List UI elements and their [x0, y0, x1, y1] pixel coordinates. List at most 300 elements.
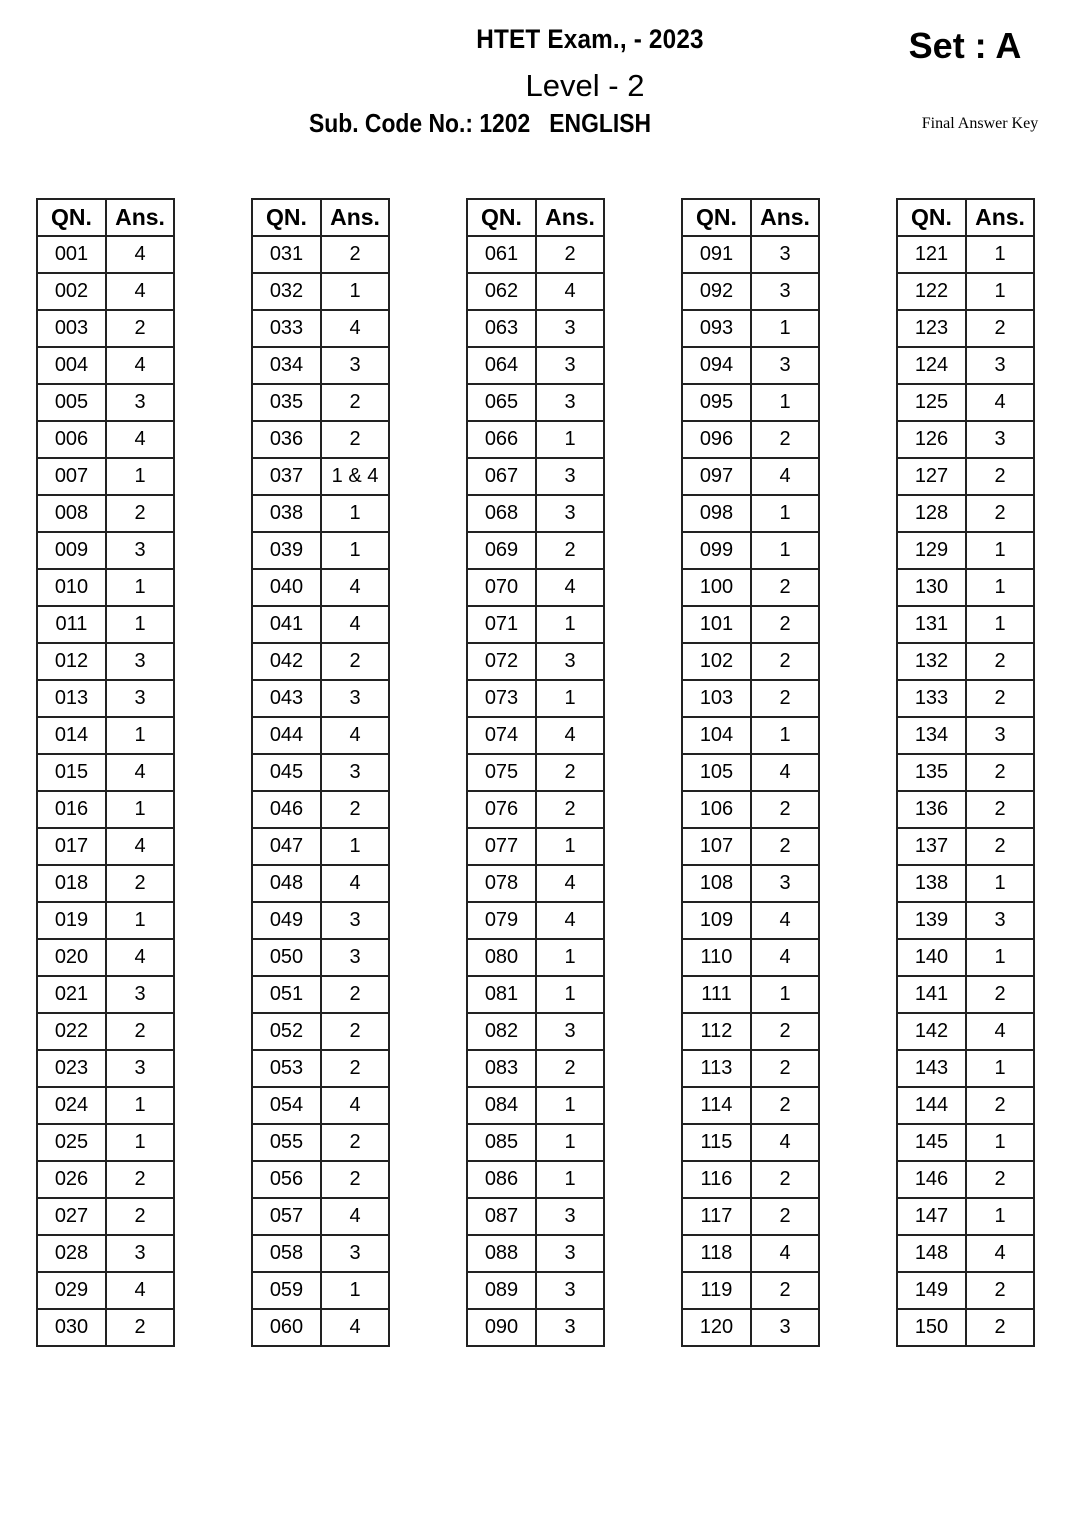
table-row [897, 458, 1034, 495]
question-number: 078 [467, 865, 536, 902]
table-row [37, 1161, 174, 1198]
table-row [682, 865, 819, 902]
answer-value: 4 [321, 606, 389, 643]
question-number: 009 [37, 532, 106, 569]
answer-value: 4 [751, 939, 819, 976]
table-row [467, 939, 604, 976]
table-row [682, 236, 819, 273]
question-number: 081 [467, 976, 536, 1013]
question-number: 099 [682, 532, 751, 569]
question-number: 010 [37, 569, 106, 606]
question-number: 001 [37, 236, 106, 273]
answer-value: 3 [536, 643, 604, 680]
question-number: 024 [37, 1087, 106, 1124]
question-number: 118 [682, 1235, 751, 1272]
answer-value: 1 [536, 1124, 604, 1161]
table-row [252, 828, 389, 865]
table-row [37, 236, 174, 273]
answer-value: 2 [966, 680, 1034, 717]
table-row [467, 1050, 604, 1087]
table-row [897, 680, 1034, 717]
question-number: 113 [682, 1050, 751, 1087]
table-row [37, 791, 174, 828]
table-row [682, 1087, 819, 1124]
table-row [682, 1050, 819, 1087]
answer-value: 4 [751, 458, 819, 495]
table-row [252, 236, 389, 273]
table-row [37, 1198, 174, 1235]
question-number: 092 [682, 273, 751, 310]
answer-value: 4 [106, 236, 174, 273]
answer-value: 2 [106, 1013, 174, 1050]
question-number: 106 [682, 791, 751, 828]
table-row [467, 717, 604, 754]
table-row [252, 606, 389, 643]
question-number: 063 [467, 310, 536, 347]
question-number: 145 [897, 1124, 966, 1161]
table-row [467, 865, 604, 902]
table-row [682, 310, 819, 347]
question-number: 128 [897, 495, 966, 532]
table-row [897, 236, 1034, 273]
question-number: 065 [467, 384, 536, 421]
answer-value: 3 [321, 754, 389, 791]
question-number: 047 [252, 828, 321, 865]
table-row [252, 643, 389, 680]
question-number: 021 [37, 976, 106, 1013]
answer-value: 4 [321, 865, 389, 902]
table-row [37, 1087, 174, 1124]
table-row [897, 717, 1034, 754]
table-row [252, 1198, 389, 1235]
answer-value: 2 [106, 310, 174, 347]
subject-code: Sub. Code No.: 1202 ENGLISH [309, 108, 651, 138]
table-row [252, 1050, 389, 1087]
question-number: 055 [252, 1124, 321, 1161]
answer-value: 4 [106, 939, 174, 976]
question-number: 042 [252, 643, 321, 680]
question-number: 093 [682, 310, 751, 347]
question-number: 008 [37, 495, 106, 532]
answer-value: 3 [751, 236, 819, 273]
table-row [252, 976, 389, 1013]
question-number: 052 [252, 1013, 321, 1050]
answer-value: 2 [321, 384, 389, 421]
question-number: 057 [252, 1198, 321, 1235]
table-row [897, 1235, 1034, 1272]
question-number: 080 [467, 939, 536, 976]
table-row [682, 754, 819, 791]
question-number: 037 [252, 458, 321, 495]
answer-value: 4 [321, 1087, 389, 1124]
table-row [682, 976, 819, 1013]
question-number: 101 [682, 606, 751, 643]
question-number: 013 [37, 680, 106, 717]
ans-header: Ans. [106, 199, 174, 236]
question-number: 108 [682, 865, 751, 902]
table-row [682, 643, 819, 680]
question-number: 146 [897, 1161, 966, 1198]
answer-value: 1 [106, 902, 174, 939]
table-row [252, 1161, 389, 1198]
table-row [252, 310, 389, 347]
answer-value: 1 [106, 606, 174, 643]
answer-value: 1 [536, 976, 604, 1013]
table-row [467, 569, 604, 606]
answer-value: 2 [536, 1050, 604, 1087]
answer-value: 3 [536, 347, 604, 384]
question-number: 005 [37, 384, 106, 421]
answer-value: 2 [966, 828, 1034, 865]
question-number: 033 [252, 310, 321, 347]
answer-value: 3 [321, 902, 389, 939]
question-number: 130 [897, 569, 966, 606]
answer-value: 4 [751, 754, 819, 791]
question-number: 062 [467, 273, 536, 310]
question-number: 105 [682, 754, 751, 791]
table-row [467, 236, 604, 273]
question-number: 011 [37, 606, 106, 643]
question-number: 051 [252, 976, 321, 1013]
table-row [37, 754, 174, 791]
table-row [467, 1161, 604, 1198]
answer-value: 2 [751, 643, 819, 680]
question-number: 123 [897, 310, 966, 347]
question-number: 125 [897, 384, 966, 421]
question-number: 137 [897, 828, 966, 865]
question-number: 012 [37, 643, 106, 680]
table-row [467, 1124, 604, 1161]
question-number: 043 [252, 680, 321, 717]
answer-table [896, 198, 1035, 1347]
question-number: 094 [682, 347, 751, 384]
table-row [37, 828, 174, 865]
answer-value: 4 [106, 347, 174, 384]
answer-value: 3 [536, 1013, 604, 1050]
question-number: 110 [682, 939, 751, 976]
question-number: 072 [467, 643, 536, 680]
answer-value: 2 [966, 310, 1034, 347]
ans-header: Ans. [966, 199, 1034, 236]
answer-value: 3 [751, 347, 819, 384]
table-row [37, 273, 174, 310]
answer-value: 2 [751, 569, 819, 606]
question-number: 131 [897, 606, 966, 643]
answer-value: 1 [106, 791, 174, 828]
question-number: 028 [37, 1235, 106, 1272]
table-row [682, 495, 819, 532]
answer-value: 1 [536, 1161, 604, 1198]
table-row [37, 1309, 174, 1346]
answer-value: 2 [321, 976, 389, 1013]
question-number: 141 [897, 976, 966, 1013]
table-row [37, 606, 174, 643]
question-number: 082 [467, 1013, 536, 1050]
table-row [897, 1124, 1034, 1161]
question-number: 026 [37, 1161, 106, 1198]
question-number: 031 [252, 236, 321, 273]
table-header-row [682, 199, 819, 236]
table-row [682, 458, 819, 495]
table-row [467, 1272, 604, 1309]
answer-value: 3 [536, 1272, 604, 1309]
question-number: 088 [467, 1235, 536, 1272]
answer-value: 3 [321, 939, 389, 976]
question-number: 044 [252, 717, 321, 754]
answer-key-tables [0, 198, 1074, 1408]
question-number: 007 [37, 458, 106, 495]
table-row [252, 1309, 389, 1346]
answer-value: 2 [321, 791, 389, 828]
table-row [682, 347, 819, 384]
table-row [37, 347, 174, 384]
table-row [897, 273, 1034, 310]
table-header-row [897, 199, 1034, 236]
answer-value: 2 [106, 1161, 174, 1198]
question-number: 041 [252, 606, 321, 643]
table-row [467, 902, 604, 939]
question-number: 089 [467, 1272, 536, 1309]
answer-value: 2 [536, 791, 604, 828]
table-row [682, 828, 819, 865]
answer-value: 2 [966, 1309, 1034, 1346]
answer-value: 1 [751, 310, 819, 347]
question-number: 144 [897, 1087, 966, 1124]
question-number: 015 [37, 754, 106, 791]
question-number: 086 [467, 1161, 536, 1198]
table-row [37, 680, 174, 717]
question-number: 068 [467, 495, 536, 532]
answer-table [251, 198, 390, 1347]
question-number: 134 [897, 717, 966, 754]
table-row [897, 828, 1034, 865]
question-number: 071 [467, 606, 536, 643]
answer-value: 3 [321, 1235, 389, 1272]
question-number: 135 [897, 754, 966, 791]
answer-value: 3 [106, 384, 174, 421]
answer-value: 2 [966, 791, 1034, 828]
answer-value: 3 [536, 384, 604, 421]
table-row [37, 1050, 174, 1087]
table-row [682, 1161, 819, 1198]
answer-value: 3 [751, 273, 819, 310]
question-number: 060 [252, 1309, 321, 1346]
table-row [467, 1013, 604, 1050]
answer-value: 2 [321, 421, 389, 458]
question-number: 045 [252, 754, 321, 791]
question-number: 061 [467, 236, 536, 273]
table-row [37, 495, 174, 532]
question-number: 022 [37, 1013, 106, 1050]
table-row [252, 1013, 389, 1050]
question-number: 073 [467, 680, 536, 717]
answer-value: 1 [321, 1272, 389, 1309]
table-row [897, 384, 1034, 421]
table-row [467, 458, 604, 495]
table-row [37, 717, 174, 754]
answer-value: 3 [966, 717, 1034, 754]
answer-value: 2 [106, 495, 174, 532]
answer-value: 3 [321, 347, 389, 384]
question-number: 050 [252, 939, 321, 976]
answer-value: 3 [966, 347, 1034, 384]
table-header-row [467, 199, 604, 236]
question-number: 066 [467, 421, 536, 458]
answer-value: 2 [751, 1161, 819, 1198]
question-number: 085 [467, 1124, 536, 1161]
answer-value: 2 [536, 754, 604, 791]
table-row [897, 495, 1034, 532]
table-row [37, 310, 174, 347]
question-number: 150 [897, 1309, 966, 1346]
answer-value: 1 [751, 532, 819, 569]
question-number: 056 [252, 1161, 321, 1198]
table-row [897, 1161, 1034, 1198]
answer-value: 2 [751, 1198, 819, 1235]
answer-value: 1 [536, 1087, 604, 1124]
table-row [682, 791, 819, 828]
table-row [252, 384, 389, 421]
table-row [897, 532, 1034, 569]
answer-value: 3 [751, 865, 819, 902]
table-row [682, 273, 819, 310]
table-row [897, 976, 1034, 1013]
qn-header: QN. [252, 199, 321, 236]
answer-value: 2 [966, 976, 1034, 1013]
answer-value: 4 [106, 828, 174, 865]
question-number: 064 [467, 347, 536, 384]
question-number: 147 [897, 1198, 966, 1235]
table-row [467, 273, 604, 310]
question-number: 003 [37, 310, 106, 347]
table-row [682, 1198, 819, 1235]
answer-value: 2 [106, 1309, 174, 1346]
answer-value: 4 [106, 273, 174, 310]
answer-value: 3 [536, 1235, 604, 1272]
table-row [252, 1235, 389, 1272]
question-number: 103 [682, 680, 751, 717]
question-number: 116 [682, 1161, 751, 1198]
question-number: 122 [897, 273, 966, 310]
table-row [467, 532, 604, 569]
question-number: 016 [37, 791, 106, 828]
table-row [467, 680, 604, 717]
question-number: 023 [37, 1050, 106, 1087]
answer-value: 4 [751, 1235, 819, 1272]
question-number: 102 [682, 643, 751, 680]
question-number: 006 [37, 421, 106, 458]
table-row [252, 902, 389, 939]
table-row [252, 532, 389, 569]
answer-value: 3 [966, 902, 1034, 939]
answer-value: 1 [106, 569, 174, 606]
question-number: 030 [37, 1309, 106, 1346]
table-row [467, 754, 604, 791]
question-number: 142 [897, 1013, 966, 1050]
answer-value: 3 [536, 495, 604, 532]
ans-header: Ans. [536, 199, 604, 236]
table-row [467, 1198, 604, 1235]
answer-table [466, 198, 605, 1347]
table-row [682, 1309, 819, 1346]
answer-value: 1 [751, 976, 819, 1013]
table-row [37, 421, 174, 458]
table-row [467, 606, 604, 643]
answer-value: 3 [106, 1050, 174, 1087]
answer-value: 3 [966, 421, 1034, 458]
set-label: Set : A [908, 25, 1022, 66]
answer-value: 4 [751, 1124, 819, 1161]
answer-value: 1 [536, 680, 604, 717]
answer-value: 1 [966, 1124, 1034, 1161]
question-number: 136 [897, 791, 966, 828]
question-number: 114 [682, 1087, 751, 1124]
answer-value: 2 [751, 791, 819, 828]
table-row [467, 976, 604, 1013]
answer-table [681, 198, 820, 1347]
question-number: 035 [252, 384, 321, 421]
answer-value: 4 [536, 273, 604, 310]
answer-value: 2 [321, 236, 389, 273]
answer-value: 4 [751, 902, 819, 939]
question-number: 124 [897, 347, 966, 384]
table-row [897, 421, 1034, 458]
question-number: 067 [467, 458, 536, 495]
table-row [467, 1087, 604, 1124]
table-row [252, 680, 389, 717]
table-row [252, 1087, 389, 1124]
table-row [467, 791, 604, 828]
table-row [252, 421, 389, 458]
answer-value: 1 [966, 236, 1034, 273]
question-number: 140 [897, 939, 966, 976]
question-number: 019 [37, 902, 106, 939]
question-number: 040 [252, 569, 321, 606]
table-row [252, 347, 389, 384]
table-row [252, 273, 389, 310]
answer-value: 2 [536, 236, 604, 273]
answer-value: 1 [536, 606, 604, 643]
table-row [897, 1050, 1034, 1087]
answer-value: 1 [106, 1124, 174, 1161]
ans-header: Ans. [321, 199, 389, 236]
answer-value: 1 [966, 939, 1034, 976]
question-number: 115 [682, 1124, 751, 1161]
table-header-row [37, 199, 174, 236]
table-row [252, 865, 389, 902]
table-row [37, 384, 174, 421]
table-row [682, 1124, 819, 1161]
question-number: 097 [682, 458, 751, 495]
question-number: 027 [37, 1198, 106, 1235]
table-row [252, 717, 389, 754]
table-row [467, 347, 604, 384]
answer-value: 1 [106, 717, 174, 754]
question-number: 032 [252, 273, 321, 310]
answer-value: 1 [536, 939, 604, 976]
table-row [897, 902, 1034, 939]
table-row [252, 939, 389, 976]
answer-value: 2 [966, 754, 1034, 791]
table-row [682, 532, 819, 569]
answer-value: 4 [536, 902, 604, 939]
answer-value: 2 [751, 680, 819, 717]
question-number: 133 [897, 680, 966, 717]
answer-value: 3 [536, 1309, 604, 1346]
answer-value: 3 [536, 310, 604, 347]
table-row [682, 606, 819, 643]
table-row [37, 1013, 174, 1050]
